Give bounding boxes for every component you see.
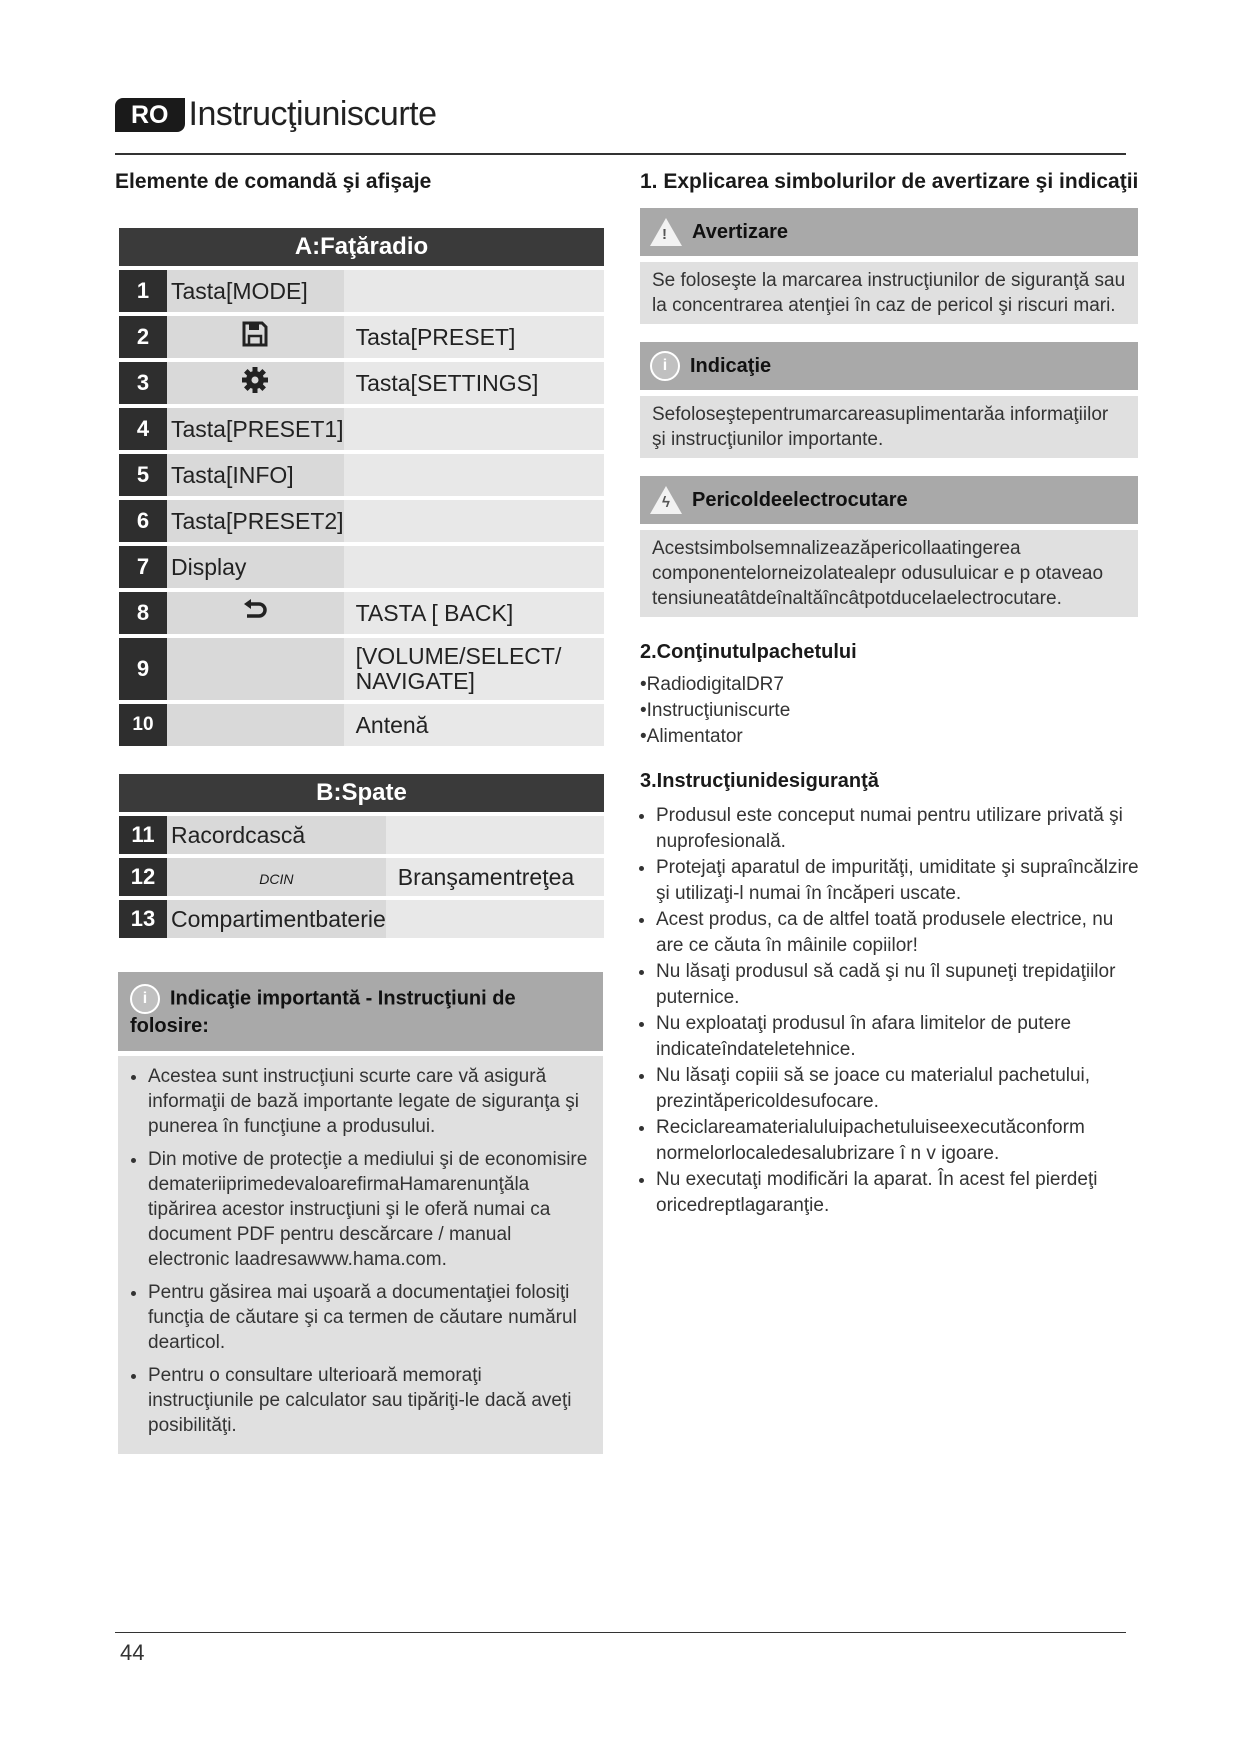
front-controls-table [119,224,604,750]
list-item: • Nu lăsaţi produsul să cadă şi nu îl supuneţi trepidaţiilor puternice. [656,959,1140,1011]
symbols-heading: 1. Explicarea simbolurilor de avertizare şi indicaţii [640,170,1139,193]
language-badge: RO [115,98,185,132]
row-label: Display [167,546,344,588]
document-title: Instrucţiuniscurte [188,95,437,133]
note-title: Indicaţie importantă - Instrucţiuni de folosire: [130,987,516,1037]
symbol-block-electric [640,476,1138,617]
package-list [640,672,1140,750]
row-label: TASTA [ BACK] [344,592,604,634]
row-label: Compartimentbaterie [167,900,386,938]
table-row [119,704,604,746]
table-row [119,500,604,542]
row-number: 8 [119,592,167,634]
table-row [119,900,604,938]
table-row [119,362,604,404]
list-item: • Pentru găsirea mai uşoară a documentaţiei folosiţi funcţia de căutare şi ca termen de căutare numărul dearticol. [148,1280,591,1355]
row-label: Tasta[PRESET1] [167,408,344,450]
table-row [119,546,604,588]
row-number: 13 [119,900,167,938]
row-label: Tasta[PRESET2] [167,500,344,542]
list-item: • Produsul este conceput numai pentru utilizare privată şi nuprofesională. [656,803,1140,855]
row-label: Tasta[SETTINGS] [344,362,604,404]
row-number: 4 [119,408,167,450]
gear-icon [241,366,269,394]
table-row [119,316,604,358]
table-row [119,270,604,312]
row-number: 10 [119,704,167,746]
row-number: 11 [119,816,167,854]
info-icon: i [650,351,680,381]
row-number: 9 [119,638,167,700]
symbol-block-info [640,342,1138,458]
back-controls-table [119,770,604,942]
list-item: •RadiodigitalDR7 [640,674,784,695]
page-number: 44 [120,1640,145,1665]
row-number: 3 [119,362,167,404]
table-a-title: A:Faţăradio [119,228,604,266]
page-header [115,95,437,134]
symbol-block-warning [640,208,1138,324]
symbol-text: Se foloseşte la marcarea instrucţiunilor de siguranţă sau la concentrarea atenţiei în caz de pericol şi riscuri mari. [640,262,1138,324]
table-row [119,638,604,700]
right-column [640,170,1140,1219]
list-item: • Nu exploataţi produsul în afara limitelor de putere indicateîndateletehnice. [656,1011,1140,1063]
row-label: Branşamentreţea [386,858,604,896]
row-label: Racordcască [167,816,386,854]
safety-heading: 3.Instrucţiunidesiguranţă [640,770,879,792]
list-item: • Nu executaţi modificări la aparat. În acest fel pierdeţi oricedreptlagaranţie. [656,1167,1140,1219]
important-note [118,972,603,1454]
info-icon: i [130,984,160,1014]
controls-heading: Elemente de comandă şi afişaje [115,170,432,193]
table-row [119,816,604,854]
symbol-title: Avertizare [692,220,788,243]
table-row [119,454,604,496]
row-label: Tasta[PRESET] [344,316,604,358]
row-number: 2 [119,316,167,358]
symbol-title: Indicaţie [690,354,772,377]
row-number: 7 [119,546,167,588]
table-row [119,408,604,450]
row-label: Antenă [344,704,604,746]
note-body [118,1056,603,1454]
list-item: • Reciclareamaterialuluipachetuluiseexecutăconform normelorlocaledesalubrizare î n v igoare. [656,1115,1140,1167]
symbol-title: Pericoldeelectrocutare [692,488,908,511]
warning-icon: ! [650,218,682,246]
symbol-text: Acestsimbolsemnalizeazăpericollaatingerea componentelorneizolatealepr odusuluicar e p otaveao tensiuneatâtdeînaltăîncâtpotducelaelectrocutare. [640,530,1138,617]
row-number: 1 [119,270,167,312]
row-label: Tasta[INFO] [167,454,344,496]
list-item: •Alimentator [640,726,743,747]
list-item: • Protejaţi aparatul de impurităţi, umiditate şi supraîncălzire şi utilizaţi-l numai în încăperi uscate. [656,855,1140,907]
list-item: • Din motive de protecţie a mediului şi de economisire demateriiprimedevaloarefirmaHamarenunţăla tipărirea acestor instrucţiuni şi le oferă numai ca document PDF pentru descărcare / manual electronic laadresawww.hama.com. [148,1147,591,1272]
row-label: [VOLUME/SELECT/ NAVIGATE] [344,638,604,700]
left-column [115,170,605,1454]
dc-in-icon: DCIN [259,871,294,887]
back-arrow-icon [241,598,269,622]
list-item: • Acestea sunt instrucţiuni scurte care vă asigură informaţii de bază importante legate de siguranţa şi punerea în funcţiune a produsului. [148,1064,591,1139]
row-label: Tasta[MODE] [167,270,344,312]
symbol-text: Sefoloseştepentrumarcareasuplimentarăa informaţiilor şi instrucţiunilor importante. [640,396,1138,458]
table-b-title: B:Spate [119,774,604,812]
list-item: • Nu lăsaţi copiii să se joace cu materialul pachetului, prezintăpericoldesufocare. [656,1063,1140,1115]
header-divider [115,153,1126,155]
list-item: • Acest produs, ca de altfel toată produsele electrice, nu are ce căuta în mâinile copiilor! [656,907,1140,959]
package-heading: 2.Conţinutulpachetului [640,641,857,663]
list-item: •Instrucţiuniscurte [640,700,791,721]
table-row [119,592,604,634]
safety-list [640,803,1140,1219]
footer-divider [115,1632,1126,1633]
save-icon [241,320,269,348]
table-row [119,858,604,896]
list-item: • Pentru o consultare ulterioară memoraţi instrucţiunile pe calculator sau tipăriţi-le dacă aveţi posibilităţi. [148,1363,591,1438]
row-number: 6 [119,500,167,542]
row-number: 12 [119,858,167,896]
row-number: 5 [119,454,167,496]
electric-warning-icon: ϟ [650,486,682,514]
